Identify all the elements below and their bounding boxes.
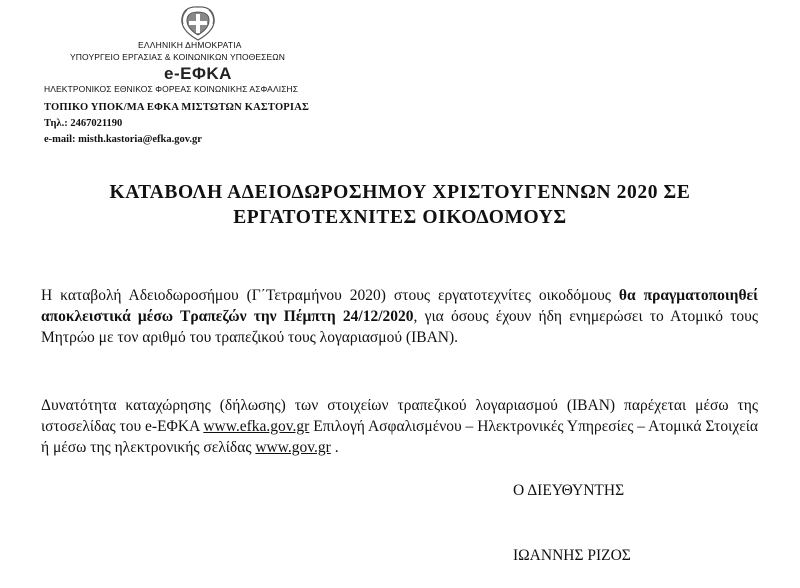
document-title-line-1: ΚΑΤΑΒΟΛΗ ΑΔΕΙΟΔΩΡΟΣΗΜΟΥ ΧΡΙΣΤΟΥΓΕΝΝΩΝ 2020 ΣΕ xyxy=(109,182,691,203)
document-title-line-2: ΕΡΓΑΤΟΤΕΧΝΙΤΕΣ ΟΙΚΟΔΟΜΟΥΣ xyxy=(233,207,567,228)
greek-coat-of-arms-icon xyxy=(178,4,218,42)
country-name: ΕΛΛΗΝΙΚΗ ΔΗΜΟΚΡΑΤΙΑ xyxy=(138,40,242,50)
agency-name: ΗΛΕΚΤΡΟΝΙΚΟΣ ΕΘΝΙΚΟΣ ΦΟΡΕΑΣ ΚΟΙΝΩΝΙΚΗΣ ΑΣΦΑΛΙΣΗΣ xyxy=(44,84,299,94)
office-email[interactable]: e-mail: misth.kastoria@efka.gov.gr xyxy=(44,134,202,145)
document-title xyxy=(0,180,800,230)
govgr-website-link[interactable]: www.gov.gr xyxy=(255,439,331,456)
ministry-name: ΥΠΟΥΡΓΕΙΟ ΕΡΓΑΣΙΑΣ & ΚΟΙΝΩΝΙΚΩΝ ΥΠΟΘΕΣΕΩΝ xyxy=(70,52,285,62)
office-phone: Τηλ.: 2467021190 xyxy=(44,118,123,129)
signatory-name: ΙΩΑΝΝΗΣ ΡΙΖΟΣ xyxy=(513,547,631,564)
letterhead xyxy=(0,0,800,160)
payment-text-condition: , για όσους έχουν ήδη ενημερώσει το Ατομικό τους Μητρώο με τον αριθμό του τραπεζικού τους λογαριασμού (IBAN). xyxy=(41,308,758,346)
payment-paragraph xyxy=(41,285,758,348)
iban-text-intro: Δυνατότητα καταχώρησης (δήλωσης) των στοιχείων τραπεζικού λογαριασμού (IBAN) παρέχεται μέσω της ιστοσελίδας του e-ΕΦΚΑ xyxy=(41,397,758,435)
efka-website-link[interactable]: www.efka.gov.gr xyxy=(203,418,310,435)
payment-text-intro: Η καταβολή Αδειοδωροσήμου (Γ΄Τετραμήνου 2020) στους εργατοτεχνίτες οικοδόμους xyxy=(41,287,619,304)
office-name: ΤΟΠΙΚΟ ΥΠΟΚ/ΜΑ ΕΦΚΑ ΜΙΣΤΩΤΩΝ ΚΑΣΤΟΡΙΑΣ xyxy=(44,102,310,113)
signatory-title: Ο ΔΙΕΥΘΥΝΤΗΣ xyxy=(513,482,625,499)
iban-text-path: Επιλογή Ασφαλισμένου – Ηλεκτρονικές Υπηρεσίες – Ατομικά Στοιχεία ή μέσω της ηλεκτρονικής σελίδας xyxy=(41,418,758,456)
iban-registration-paragraph xyxy=(41,395,758,458)
iban-text-end: . xyxy=(330,439,339,456)
payment-date-emphasis: θα πραγματοποιηθεί αποκλειστικά μέσω Τραπεζών την Πέμπτη 24/12/2020 xyxy=(41,287,758,325)
brand-logo-text: e-ΕΦΚΑ xyxy=(164,64,232,83)
